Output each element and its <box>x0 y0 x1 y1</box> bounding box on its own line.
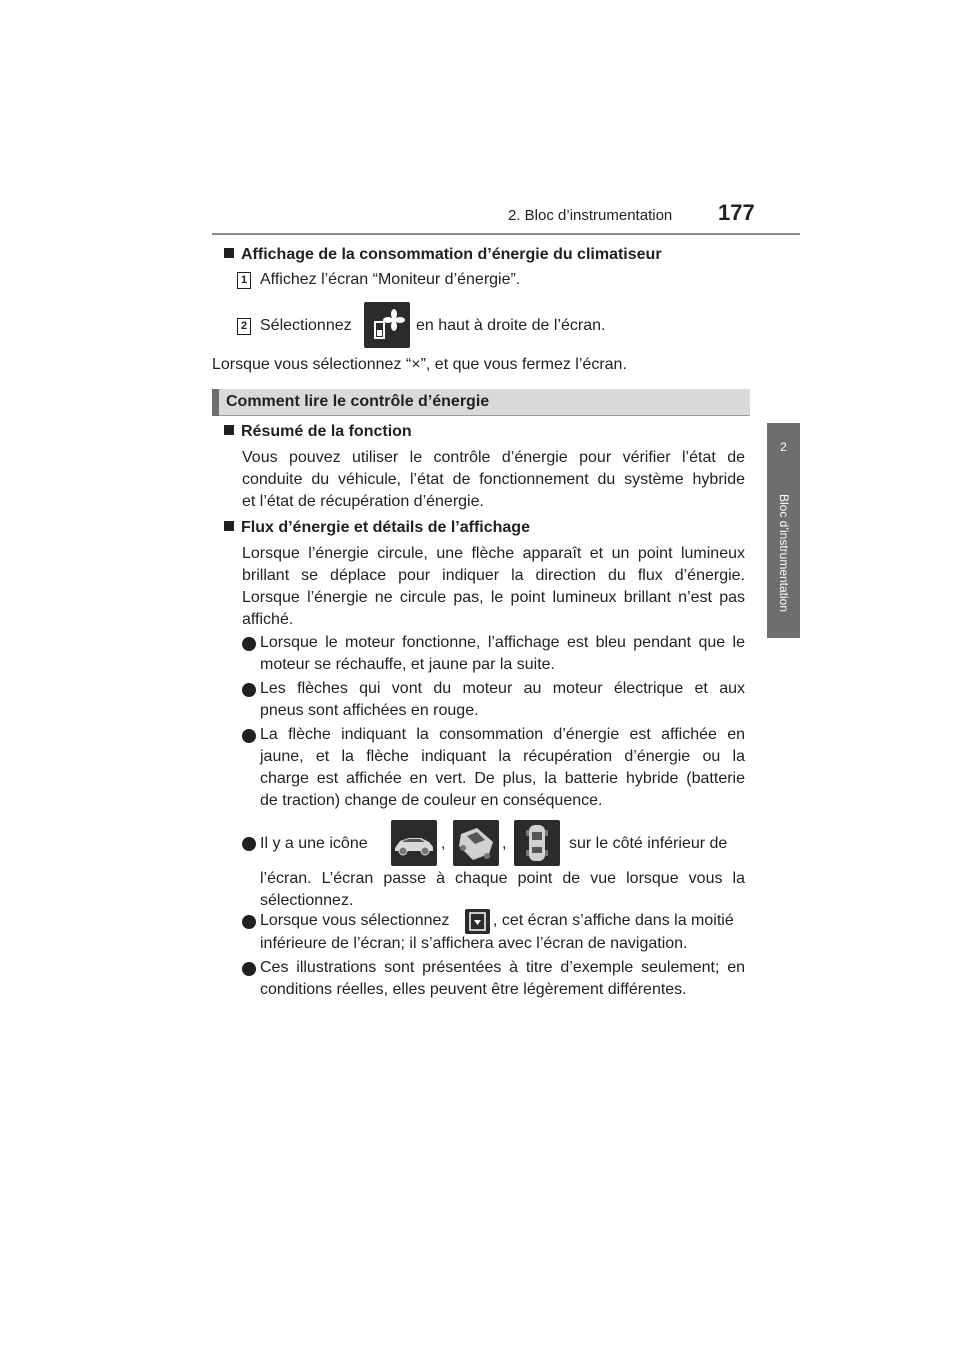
split-text-before: Lorsque vous sélectionnez <box>260 912 450 929</box>
bullet-line: moteur se réchauffe, et jaune par la suite. <box>260 656 555 673</box>
bullet-dot-icon <box>242 837 256 851</box>
bullet-line: conditions réelles, elles peuvent être légèrement différentes. <box>260 981 687 998</box>
section-header-accent <box>212 389 219 416</box>
summary-line: Vous pouvez utiliser le contrôle d’énergie pour vérifier l’état de <box>242 449 745 466</box>
bullet-6 <box>260 957 745 1001</box>
consumption-heading-text: Affichage de la consommation d’énergie du climatiseur <box>241 246 662 263</box>
header-divider <box>212 233 800 235</box>
step-1-text: Affichez l’écran “Moniteur d’énergie”. <box>260 271 521 288</box>
bullet-line: La flèche indiquant la consommation d’énergie est affichée en <box>260 726 745 743</box>
split-continuation: inférieure de l’écran; il s’affichera avec l’écran de navigation. <box>260 935 688 952</box>
bullet-dot-icon <box>242 729 256 743</box>
split-screen-icon <box>465 909 490 934</box>
summary-heading <box>224 421 412 443</box>
bullet-line: l’écran. L’écran passe à chaque point de vue lorsque vous la <box>260 870 745 887</box>
section-title: Comment lire le contrôle d’énergie <box>226 393 490 410</box>
close-note: Lorsque vous sélectionnez “×”, et que vous fermez l’écran. <box>212 356 627 373</box>
summary-line: conduite du véhicule, l’état de fonctionnement du système hybride <box>242 471 745 488</box>
flow-heading-text: Flux d’énergie et détails de l’affichage <box>241 519 530 536</box>
bullet-dot-icon <box>242 962 256 976</box>
chapter-title: 2. Bloc d’instrumentation <box>508 207 673 224</box>
bullet-line: de traction) change de couleur en conséquence. <box>260 792 603 809</box>
flow-line: Lorsque l’énergie ne circule pas, le point lumineux brillant n’est pas <box>242 589 745 606</box>
view-icon-text-after: sur le côté inférieur de <box>569 835 728 852</box>
flow-line: brillant se déplace pour indiquer la direction du flux d’énergie. <box>242 567 745 584</box>
car-angled-view-icon <box>453 820 499 866</box>
flow-paragraph <box>242 543 745 631</box>
page-number: 177 <box>718 200 755 225</box>
air-conditioner-energy-icon <box>364 302 410 348</box>
bullet-line: Les flèches qui vont du moteur au moteur électrique et aux <box>260 680 745 697</box>
bullet-1 <box>260 632 745 676</box>
split-text-after: , cet écran s’affiche dans la moitié <box>493 912 734 929</box>
step-2-text-after: en haut à droite de l’écran. <box>416 317 606 334</box>
bullet-dot-icon <box>242 915 256 929</box>
bullet-2 <box>260 678 745 722</box>
bullet-line: charge est affichée en vert. De plus, la batterie hybride (batterie <box>260 770 745 787</box>
side-tab-label-wrap <box>767 470 800 635</box>
bullet-dot-icon <box>242 637 256 651</box>
car-side-view-icon <box>391 820 437 866</box>
side-tab-number: 2 <box>780 440 787 454</box>
bullet-3 <box>260 724 745 812</box>
step-number-1: 1 <box>237 272 251 289</box>
consumption-heading <box>224 244 662 266</box>
flow-line: Lorsque l’énergie circule, une flèche apparaît et un point lumineux <box>242 545 745 562</box>
side-tab-label: Bloc d’instrumentation <box>776 493 791 612</box>
step-2-text-before: Sélectionnez <box>260 317 352 334</box>
view-icon-comma-1: , <box>441 835 446 852</box>
bullet-line: Ces illustrations sont présentées à titre d’exemple seulement; en <box>260 959 745 976</box>
bullet-line: Lorsque le moteur fonctionne, l’affichage est bleu pendant que le <box>260 634 745 651</box>
summary-line: et l’état de récupération d’énergie. <box>242 493 484 510</box>
step-number-2: 2 <box>237 318 251 335</box>
bullet-line: jaune, et la flèche indiquant la récupération d’énergie ou la <box>260 748 745 765</box>
summary-heading-text: Résumé de la fonction <box>241 423 412 440</box>
car-top-view-icon <box>514 820 560 866</box>
flow-line: affiché. <box>242 611 294 628</box>
summary-paragraph <box>242 447 745 513</box>
square-bullet-icon <box>224 248 234 258</box>
flow-heading <box>224 517 530 539</box>
view-icon-comma-2: , <box>502 835 507 852</box>
bullet-dot-icon <box>242 683 256 697</box>
square-bullet-icon <box>224 425 234 435</box>
square-bullet-icon <box>224 521 234 531</box>
view-icon-continuation <box>260 868 745 912</box>
view-icon-text-before: Il y a une icône <box>260 835 368 852</box>
bullet-line: sélectionnez. <box>260 892 354 909</box>
bullet-line: pneus sont affichées en rouge. <box>260 702 479 719</box>
